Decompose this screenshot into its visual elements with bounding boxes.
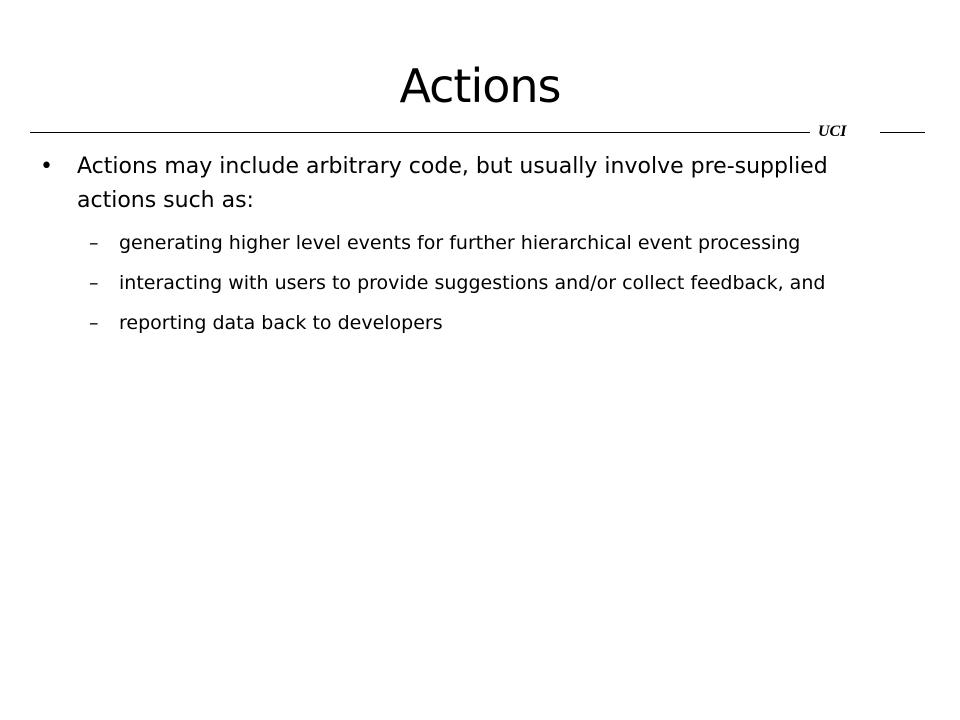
bullet-text: Actions may include arbitrary code, but usually involve pre-supplied actions such as: bbox=[77, 154, 828, 213]
sub-bullet-marker: – bbox=[89, 272, 99, 294]
sub-bullet-item bbox=[89, 308, 829, 338]
header-rule-left bbox=[30, 132, 810, 133]
header-rule-right bbox=[880, 132, 925, 133]
org-label: UCI bbox=[818, 123, 847, 140]
slide-title: Actions bbox=[399, 59, 561, 113]
sub-bullet-text: generating higher level events for further hierarchical event processing bbox=[119, 232, 801, 254]
bullet-marker: • bbox=[40, 154, 53, 179]
sub-bullet-text: reporting data back to developers bbox=[119, 312, 443, 334]
sub-bullet-text: interacting with users to provide suggestions and/or collect feedback, and bbox=[119, 272, 826, 294]
sub-bullet-marker: – bbox=[89, 312, 99, 334]
slide-content bbox=[0, 150, 960, 348]
sub-bullet-item bbox=[89, 268, 829, 298]
sub-bullet-item bbox=[89, 228, 829, 258]
sub-bullet-list bbox=[0, 228, 960, 338]
sub-bullet-marker: – bbox=[89, 232, 99, 254]
bullet-item bbox=[40, 150, 860, 218]
